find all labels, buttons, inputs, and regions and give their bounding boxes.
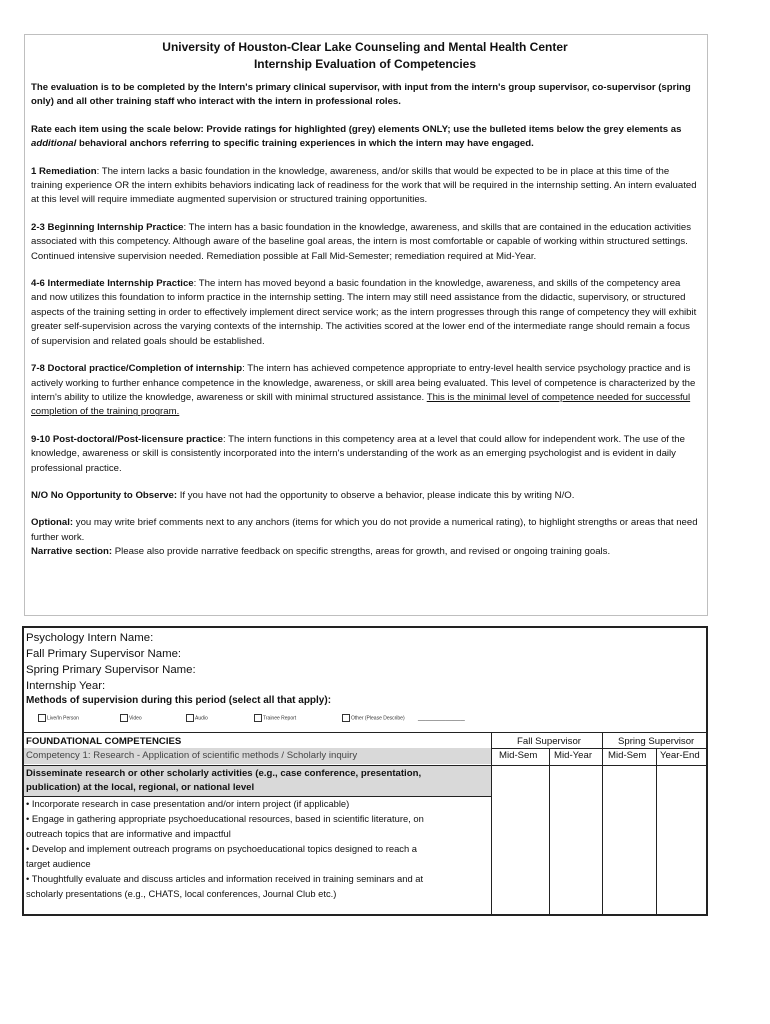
element-line-1: Disseminate research or other scholarly activities (e.g., case conference, presentation,	[26, 768, 422, 779]
instructions-box	[24, 34, 708, 616]
intro-paragraph: The evaluation is to be completed by the Intern's primary clinical supervisor, with input from the intern's group supervisor, co-supervisor (spring only) and all other training staff who interact with the intern in professional roles.	[31, 82, 691, 108]
methods-label: Methods of supervision during this period (select all that apply):	[26, 695, 332, 706]
scale-level-1-label: 1 Remediation	[31, 165, 97, 177]
scale-level-5-text: : The intern functions in this competency area at a level that could allow for independent work. The use of the knowledge, awareness or skill is consistently incorporated into the intern's understanding of the work as an emerging psychologist and is evident in daily professional practice.	[31, 433, 685, 474]
anchor-bullets	[26, 796, 486, 901]
bullet-line: • Incorporate research in case presentation and/or intern project (if applicable)	[26, 798, 350, 809]
checkbox-icon	[120, 714, 128, 722]
title-line-2: Internship Evaluation of Competencies	[253, 57, 477, 71]
no-opportunity-text: If you have not had the opportunity to observe a behavior, please indicate this by writing N/O.	[177, 489, 575, 501]
checkbox-icon	[342, 714, 350, 722]
scale-level-1	[31, 165, 699, 208]
bullet-line: • Engage in gathering appropriate psychoeducational resources, based in scientific literature, on	[26, 813, 424, 824]
col-fall-mid-year: Mid-Year	[554, 750, 593, 761]
scale-level-2-text: : The intern has a basic foundation in the knowledge, awareness, and skills that are contained in the education activities associated with this competency. Although aware of the baseline goal areas, the intern is most comfortable or capable of working within structured settings. Continued intensive supervision needed. Remediation possible at Fall Mid-Semester; remediation required at Mid-Year.	[31, 221, 692, 262]
checkbox-icon	[254, 714, 262, 722]
narrative-text: Please also provide narrative feedback on specific strengths, areas for growth, and revised or ongoing training goals.	[112, 546, 611, 558]
method-video-label: Video	[129, 715, 142, 722]
col-spring-year-end: Year-End	[660, 750, 700, 761]
spring-supervisor-header: Spring Supervisor	[618, 736, 695, 747]
no-opportunity	[31, 489, 699, 503]
scale-level-5	[31, 433, 699, 476]
intern-name-field[interactable]: Psychology Intern Name:	[26, 632, 154, 644]
scale-level-4-text: : The intern has achieved competence appropriate to entry-level health service psychology practice and is actively working to further enhance competence in the knowledge, awareness, or skill area being evaluated. This level of competence is characterized by the intern's ability to utilize the knowledge, awareness or skill with minimal structured assistance.	[31, 363, 696, 403]
fall-supervisor-header: Fall Supervisor	[517, 736, 581, 747]
internship-year-field[interactable]: Internship Year:	[26, 680, 106, 692]
rating-instructions	[31, 123, 699, 152]
rating-cell-fall-mid-year[interactable]	[550, 766, 601, 914]
bullet-line: • Thoughtfully evaluate and discuss articles and information received in training seminars and at	[26, 873, 424, 884]
method-trainee-report-label: Trainee Report	[263, 715, 297, 722]
method-other-checkbox[interactable]	[342, 714, 405, 722]
method-trainee-report-checkbox[interactable]	[254, 714, 296, 722]
scale-level-4	[31, 362, 699, 420]
method-other-blank[interactable]: ____________	[418, 714, 465, 721]
col-fall-mid-sem: Mid-Sem	[499, 750, 538, 761]
scale-level-3	[31, 277, 699, 349]
optional-text: you may write brief comments next to any anchors (items for which you do not provide a numerical rating), to highlight strengths or areas that need further work.	[31, 517, 698, 543]
scale-level-4-label: 7-8 Doctoral practice/Completion of internship	[31, 363, 243, 375]
rating-cell-spring-year-end[interactable]	[657, 766, 706, 914]
scale-level-2	[31, 221, 699, 264]
narrative-label: Narrative section:	[31, 546, 113, 558]
bullet-line: outreach topics that are informative and impactful	[26, 828, 231, 839]
scale-level-3-label: 4-6 Intermediate Internship Practice	[31, 278, 194, 290]
rating-cell-fall-mid-sem[interactable]	[492, 766, 548, 914]
narrative-note	[31, 545, 699, 559]
competency-title: Competency 1: Research - Application of scientific methods / Scholarly inquiry	[26, 750, 358, 761]
table-top-border	[24, 732, 706, 733]
rating-cell-spring-mid-sem[interactable]	[603, 766, 655, 914]
bullet-line: scholarly presentations (e.g., CHATS, local conferences, Journal Club etc.)	[26, 888, 337, 899]
evaluation-form	[22, 626, 708, 916]
method-audio-label: Audio	[195, 715, 208, 722]
scale-level-4-underline: This is the minimal level of competence needed for successful completion of the training program.	[31, 391, 691, 418]
method-live-checkbox[interactable]	[38, 714, 79, 722]
scale-level-1-text: : The intern lacks a basic foundation in the knowledge, awareness, and/or skills that would be expected to be in place at this time of the training experience OR the intern exhibits behaviors indicating lack of readiness for the work that will be required in the internship setting. An intern evaluated at this level will require immediate augmented supervision or structured training opportunities.	[31, 165, 697, 206]
rating-header-border	[491, 748, 706, 749]
scale-level-3-text: : The intern has moved beyond a basic foundation in the knowledge, awareness, and skills of the competency area and now utilizes this foundation to inform practice in the internship setting. The intern may still need assistance from the didactic, supervisory, or structured aspects of the training setting in order to effectively implement direct service work; as the intern progresses through this range of competency they will exhibit greater self-supervision across the varying contexts of the internship. The activities scored at the lower end of the intermediate range should remain a focus of supervision and related goals should be established.	[31, 278, 697, 347]
scale-level-5-label: 9-10 Post-doctoral/Post-licensure practice	[31, 433, 223, 445]
checkbox-icon	[186, 714, 194, 722]
optional-note	[31, 516, 699, 545]
no-opportunity-label: N/O No Opportunity to Observe:	[31, 489, 178, 501]
element-line-2: publication) at the local, regional, or national level	[26, 782, 255, 793]
col-spring-mid-sem: Mid-Sem	[608, 750, 647, 761]
title-line-1: University of Houston-Clear Lake Counseling and Mental Health Center	[162, 40, 568, 54]
bullet-line: • Develop and implement outreach programs on psychoeducational topics designed to reach a	[26, 843, 418, 854]
spring-supervisor-field[interactable]: Spring Primary Supervisor Name:	[26, 664, 196, 676]
rating-text-italic: additional	[31, 138, 77, 150]
method-live-label: Live/In Person	[47, 715, 79, 722]
checkbox-icon	[38, 714, 46, 722]
method-other-label: Other (Please Describe)	[351, 715, 405, 722]
optional-label: Optional:	[31, 517, 74, 529]
method-video-checkbox[interactable]	[120, 714, 142, 722]
section-heading: FOUNDATIONAL COMPETENCIES	[26, 736, 182, 747]
scale-level-2-label: 2-3 Beginning Internship Practice	[31, 221, 184, 233]
method-audio-checkbox[interactable]	[186, 714, 208, 722]
fall-supervisor-field[interactable]: Fall Primary Supervisor Name:	[26, 648, 182, 660]
rating-text-2: behavioral anchors referring to specific training experiences in which the intern may have engaged.	[76, 138, 534, 150]
rating-text-1: Rate each item using the scale below: Provide ratings for highlighted (grey) elements ONLY; use the bulleted items below the grey elements as	[31, 123, 682, 135]
bullet-line: target audience	[26, 858, 91, 869]
